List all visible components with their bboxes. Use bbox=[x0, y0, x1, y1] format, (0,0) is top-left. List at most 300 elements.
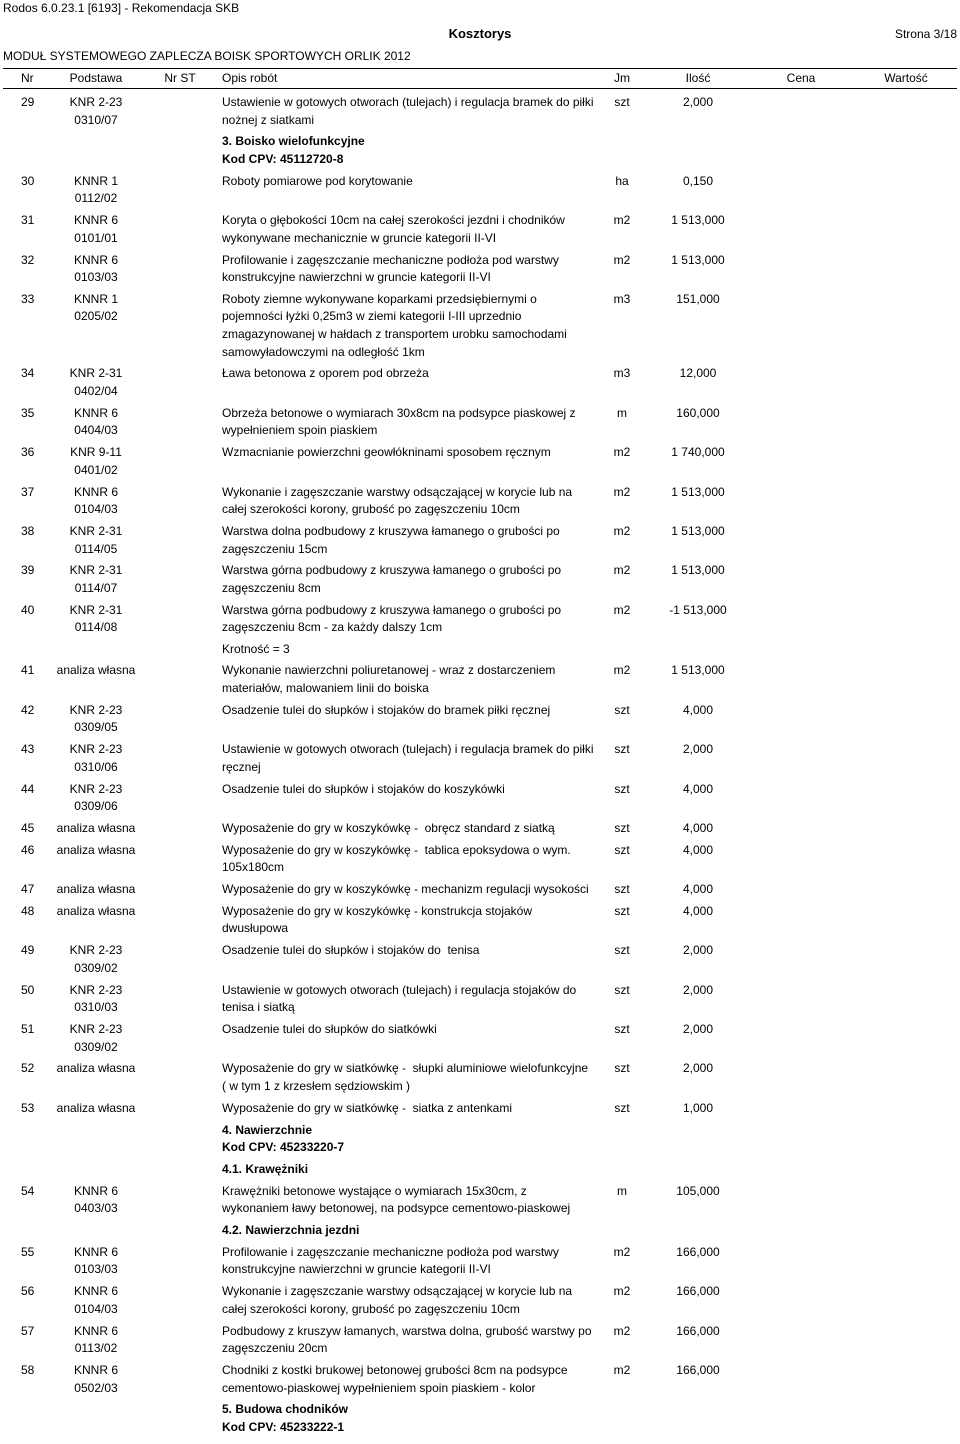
title-row bbox=[0, 25, 960, 43]
row-description-line: Podbudowy z kruszyw łamanych, warstwa dolna, grubość warstwy po bbox=[222, 1323, 592, 1338]
row-description bbox=[222, 982, 607, 1017]
row-description-line: Osadzenie tulei do słupków i stojaków do bramek piłki ręcznej bbox=[222, 702, 551, 717]
row-podstawa-line: 0404/03 bbox=[74, 423, 118, 438]
table-row bbox=[0, 1323, 960, 1362]
row-unit: szt bbox=[614, 1061, 630, 1076]
table-row bbox=[0, 1362, 960, 1401]
row-quantity: 166,000 bbox=[676, 1362, 720, 1377]
row-number: 32 bbox=[21, 252, 35, 267]
table-row bbox=[0, 903, 960, 942]
section-heading-line: 4. Nawierzchnie bbox=[222, 1122, 313, 1137]
row-podstawa-line: 0113/02 bbox=[74, 1341, 118, 1356]
row-podstawa-line: 0114/07 bbox=[74, 580, 118, 595]
row-quantity: 12,000 bbox=[679, 366, 717, 381]
row-description-line: Profilowanie i zagęszczanie mechaniczne podłoża pod warstwy bbox=[222, 252, 559, 267]
row-description-line: Roboty pomiarowe pod korytowanie bbox=[222, 173, 413, 188]
row-description bbox=[222, 1283, 607, 1318]
row-description-line: wykonywane mechanicznie w gruncie kategorii II-VI bbox=[222, 230, 497, 245]
row-description-line: całej szerokości korony, grubość po zagęszczeniu 10cm bbox=[222, 502, 520, 517]
row-number: 34 bbox=[21, 366, 35, 381]
row-unit: szt bbox=[614, 903, 630, 918]
table-row bbox=[0, 982, 960, 1021]
row-podstawa-line: KNNR 6 bbox=[73, 1183, 118, 1198]
row-podstawa-line: KNNR 1 bbox=[73, 291, 118, 306]
row-description-line: pojemności łyżki 0,25m3 w ziemi kategorii I-III uprzednio bbox=[222, 309, 522, 324]
row-podstawa-line: analiza własna bbox=[56, 820, 136, 835]
table-row bbox=[0, 881, 960, 903]
row-description-line: Wyposażenie do gry w koszykówkę - konstrukcja stojaków bbox=[222, 903, 533, 918]
row-number: 54 bbox=[21, 1183, 35, 1198]
row-podstawa-line: KNNR 6 bbox=[73, 405, 118, 420]
table-row bbox=[0, 1283, 960, 1322]
row-podstawa-line: 0310/07 bbox=[74, 112, 118, 127]
row-unit: m2 bbox=[613, 563, 631, 578]
row-number: 52 bbox=[21, 1061, 35, 1076]
row-podstawa-line: KNR 2-31 bbox=[69, 366, 123, 381]
row-podstawa bbox=[54, 252, 138, 287]
row-podstawa-line: analiza własna bbox=[56, 842, 136, 857]
row-description-line: Warstwa górna podbudowy z kruszywa łamanego o grubości po bbox=[222, 602, 562, 617]
section-heading-text bbox=[222, 1222, 607, 1240]
row-quantity: 1 513,000 bbox=[671, 252, 725, 267]
row-description bbox=[222, 523, 607, 558]
row-description-line: Wzmacnianie powierzchni geowłókninami sposobem ręcznym bbox=[222, 445, 551, 460]
row-quantity: 1 513,000 bbox=[671, 213, 725, 228]
row-podstawa bbox=[54, 405, 138, 440]
row-multiplier-note: Krotność = 3 bbox=[222, 641, 290, 656]
table-row bbox=[0, 662, 960, 701]
row-quantity: 105,000 bbox=[676, 1183, 720, 1198]
row-description bbox=[222, 252, 607, 287]
row-podstawa-line: analiza własna bbox=[56, 903, 136, 918]
row-description-line: cementowo-piaskowej wypełnieniem spoin piaskiem - kolor bbox=[222, 1380, 536, 1395]
row-unit: szt bbox=[614, 982, 630, 997]
row-unit: szt bbox=[614, 943, 630, 958]
row-podstawa bbox=[54, 1323, 138, 1358]
row-number: 46 bbox=[21, 842, 35, 857]
row-description-line: Wyposażenie do gry w koszykówkę - obręcz standard z siatką bbox=[222, 820, 555, 835]
row-description-line: Krawężniki betonowe wystające o wymiarach 15x30cm, z bbox=[222, 1183, 527, 1198]
row-description-line: wypełnieniem spoin piaskiem bbox=[222, 423, 378, 438]
row-quantity: 2,000 bbox=[682, 943, 714, 958]
row-podstawa bbox=[54, 702, 138, 737]
row-unit: m2 bbox=[613, 445, 631, 460]
table-row bbox=[0, 94, 960, 133]
row-number: 37 bbox=[21, 484, 35, 499]
row-podstawa-line: 0309/02 bbox=[74, 1039, 118, 1054]
row-number: 39 bbox=[21, 563, 35, 578]
table-row bbox=[0, 212, 960, 251]
section-heading-line: 5. Budowa chodników bbox=[222, 1402, 349, 1417]
row-description-line: Wykonanie i zagęszczanie warstwy odsączającej w korycie lub na bbox=[222, 484, 573, 499]
section-heading-line: 4.2. Nawierzchnia jezdni bbox=[222, 1223, 360, 1238]
row-number: 42 bbox=[21, 702, 35, 717]
row-description bbox=[222, 781, 607, 816]
row-description-line: ręcznej bbox=[222, 759, 261, 774]
row-description bbox=[222, 484, 607, 519]
row-description-line: Warstwa górna podbudowy z kruszywa łamanego o grubości po bbox=[222, 563, 562, 578]
row-unit: szt bbox=[614, 702, 630, 717]
row-description-line: zagęszczeniu 15cm bbox=[222, 541, 328, 556]
row-unit: m2 bbox=[613, 663, 631, 678]
row-description bbox=[222, 444, 607, 479]
row-podstawa bbox=[54, 212, 138, 247]
row-description-line: Roboty ziemne wykonywane koparkami przedsiębiernymi o bbox=[222, 291, 537, 306]
row-quantity: 2,000 bbox=[682, 1061, 714, 1076]
column-header-opis: Opis robót bbox=[222, 71, 278, 85]
row-podstawa bbox=[54, 1244, 138, 1279]
column-header-cena: Cena bbox=[786, 71, 816, 85]
row-description-line: Warstwa dolna podbudowy z kruszywa łamanego o grubości po bbox=[222, 523, 560, 538]
row-quantity: 1 513,000 bbox=[671, 663, 725, 678]
section-heading-line: Kod CPV: 45112720-8 bbox=[222, 151, 344, 166]
row-podstawa bbox=[54, 365, 138, 400]
row-description-line: Ustawienie w gotowych otworach (tulejach) i regulacja bramek do piłki bbox=[222, 742, 594, 757]
row-description-line: zmagazynowanej w hałdach z transportem urobku samochodami bbox=[222, 327, 567, 342]
row-podstawa bbox=[54, 982, 138, 1017]
row-description-line: całej szerokości korony, grubość po zagęszczeniu 10cm bbox=[222, 1301, 520, 1316]
row-description bbox=[222, 1323, 607, 1358]
row-number: 31 bbox=[21, 213, 35, 228]
row-podstawa bbox=[54, 842, 138, 877]
row-description-line: Wyposażenie do gry w siatkówkę - siatka z antenkami bbox=[222, 1100, 513, 1115]
row-podstawa-line: analiza własna bbox=[56, 663, 136, 678]
row-description-line: zagęszczeniu 20cm bbox=[222, 1341, 328, 1356]
row-podstawa bbox=[54, 662, 138, 697]
row-description-line: materiałów, malowaniem linii do boiska bbox=[222, 681, 429, 696]
row-number: 43 bbox=[21, 742, 35, 757]
row-description-line: ( w tym 1 z krzesłem sędziowskim ) bbox=[222, 1078, 411, 1093]
column-header-wartosc: Wartość bbox=[884, 71, 928, 85]
row-unit: m2 bbox=[613, 1244, 631, 1259]
table-row bbox=[0, 781, 960, 820]
row-podstawa-line: KNR 2-23 bbox=[69, 982, 123, 997]
row-podstawa-line: 0310/03 bbox=[74, 1000, 118, 1015]
row-unit: m2 bbox=[613, 523, 631, 538]
row-podstawa-line: 0114/08 bbox=[74, 620, 118, 635]
row-podstawa-line: analiza własna bbox=[56, 1061, 136, 1076]
row-description bbox=[222, 881, 607, 899]
row-unit: szt bbox=[614, 882, 630, 897]
table-row bbox=[0, 365, 960, 404]
table-row bbox=[0, 942, 960, 981]
row-podstawa-line: KNNR 6 bbox=[73, 484, 118, 499]
section-heading bbox=[0, 1401, 960, 1436]
row-unit: m2 bbox=[613, 252, 631, 267]
row-description bbox=[222, 602, 607, 659]
row-unit: szt bbox=[614, 820, 630, 835]
row-podstawa-line: 0112/02 bbox=[74, 191, 118, 206]
row-description bbox=[222, 741, 607, 776]
row-podstawa-line: 0403/03 bbox=[74, 1201, 118, 1216]
table-row bbox=[0, 173, 960, 212]
row-podstawa-line: 0104/03 bbox=[74, 502, 118, 517]
section-heading-line: 3. Boisko wielofunkcyjne bbox=[222, 134, 365, 149]
row-description bbox=[222, 1244, 607, 1279]
row-unit: m2 bbox=[613, 602, 631, 617]
row-podstawa-line: KNNR 6 bbox=[73, 213, 118, 228]
app-title: Rodos 6.0.23.1 [6193] - Rekomendacja SKB bbox=[3, 1, 240, 15]
row-podstawa-line: 0205/02 bbox=[74, 309, 118, 324]
row-description-line: Koryta o głębokości 10cm na całej szerokości jezdni i chodników bbox=[222, 213, 565, 228]
column-header-nr-st: Nr ST bbox=[164, 71, 196, 85]
table-row bbox=[0, 405, 960, 444]
row-quantity: 166,000 bbox=[676, 1244, 720, 1259]
row-description-line: Osadzenie tulei do słupków i stojaków do koszykówki bbox=[222, 781, 505, 796]
section-heading-text bbox=[222, 1161, 607, 1179]
row-unit: m2 bbox=[613, 213, 631, 228]
table-row bbox=[0, 842, 960, 881]
row-description-line: Ustawienie w gotowych otworach (tulejach) i regulacja stojaków do bbox=[222, 982, 577, 997]
row-unit: szt bbox=[614, 842, 630, 857]
row-unit: m2 bbox=[613, 1323, 631, 1338]
row-number: 29 bbox=[21, 95, 35, 109]
table-row bbox=[0, 444, 960, 483]
row-description-line: samowyładowczymi na odległość 1km bbox=[222, 344, 425, 359]
table-row bbox=[0, 484, 960, 523]
row-number: 41 bbox=[21, 663, 35, 678]
row-podstawa-line: KNR 2-23 bbox=[69, 742, 123, 757]
row-unit: szt bbox=[614, 742, 630, 757]
row-description bbox=[222, 1183, 607, 1218]
cost-estimate-table bbox=[0, 94, 960, 1437]
row-podstawa-line: 0103/03 bbox=[74, 1262, 118, 1277]
row-podstawa bbox=[54, 1362, 138, 1397]
section-heading bbox=[0, 133, 960, 172]
row-unit: m2 bbox=[613, 484, 631, 499]
table-row bbox=[0, 1100, 960, 1122]
table-row bbox=[0, 702, 960, 741]
row-podstawa-line: KNR 2-31 bbox=[69, 563, 123, 578]
row-quantity: 4,000 bbox=[682, 820, 714, 835]
row-podstawa bbox=[54, 484, 138, 519]
row-podstawa-line: KNR 2-31 bbox=[69, 602, 123, 617]
row-number: 40 bbox=[21, 602, 35, 617]
row-podstawa bbox=[54, 1283, 138, 1318]
row-podstawa bbox=[54, 1100, 138, 1118]
row-quantity: 2,000 bbox=[682, 982, 714, 997]
row-description bbox=[222, 1021, 607, 1056]
row-unit: m3 bbox=[613, 291, 631, 306]
row-podstawa-line: 0104/03 bbox=[74, 1301, 118, 1316]
row-number: 36 bbox=[21, 445, 35, 460]
row-podstawa bbox=[54, 562, 138, 597]
row-quantity: 2,000 bbox=[682, 742, 714, 757]
row-podstawa-line: KNR 2-23 bbox=[69, 781, 123, 796]
row-podstawa-line: 0101/01 bbox=[74, 230, 118, 245]
row-podstawa-line: analiza własna bbox=[56, 1100, 136, 1115]
row-quantity: 4,000 bbox=[682, 781, 714, 796]
row-quantity: 151,000 bbox=[676, 291, 720, 306]
section-heading-text bbox=[222, 1122, 607, 1157]
row-description-line: tenisa i siatką bbox=[222, 1000, 295, 1015]
row-number: 49 bbox=[21, 943, 35, 958]
row-number: 33 bbox=[21, 291, 35, 306]
row-podstawa-line: 0309/06 bbox=[74, 799, 118, 814]
row-number: 58 bbox=[21, 1362, 35, 1377]
section-heading-line: Kod CPV: 45233222-1 bbox=[222, 1419, 345, 1434]
row-quantity: 1 513,000 bbox=[671, 523, 725, 538]
row-number: 55 bbox=[21, 1244, 35, 1259]
row-description-line: Chodniki z kostki brukowej betonowej grubości 8cm na podsypce bbox=[222, 1362, 568, 1377]
row-description bbox=[222, 212, 607, 247]
section-heading bbox=[0, 1222, 960, 1244]
row-description-line: Wykonanie i zagęszczanie warstwy odsączającej w korycie lub na bbox=[222, 1284, 573, 1299]
row-podstawa bbox=[54, 741, 138, 776]
section-heading bbox=[0, 1122, 960, 1161]
row-description-line: Osadzenie tulei do słupków i stojaków do tenisa bbox=[222, 943, 480, 958]
row-description-line: nożnej z siatkami bbox=[222, 112, 315, 127]
row-unit: szt bbox=[614, 95, 630, 109]
row-description bbox=[222, 173, 607, 208]
table-row bbox=[0, 562, 960, 601]
row-description-line: Ustawienie w gotowych otworach (tulejach) i regulacja bramek do piłki bbox=[222, 95, 594, 109]
row-description bbox=[222, 291, 607, 361]
row-podstawa bbox=[54, 291, 138, 361]
row-description bbox=[222, 1060, 607, 1095]
row-description-line: Wyposażenie do gry w koszykówkę - mechanizm regulacji wysokości bbox=[222, 882, 589, 897]
row-unit: m3 bbox=[613, 366, 631, 381]
row-podstawa-line: 0402/04 bbox=[74, 384, 118, 399]
row-unit: m bbox=[617, 405, 627, 420]
row-description bbox=[222, 903, 607, 938]
row-number: 44 bbox=[21, 781, 35, 796]
section-heading-text bbox=[222, 1401, 607, 1436]
row-quantity: 1 740,000 bbox=[671, 445, 725, 460]
row-description-line: konstrukcyjne nawierzchni w gruncie kategorii II-VI bbox=[222, 270, 491, 285]
row-description bbox=[222, 942, 607, 977]
row-quantity: -1 513,000 bbox=[669, 602, 727, 617]
row-podstawa-line: KNR 9-11 bbox=[70, 445, 122, 460]
row-number: 57 bbox=[21, 1323, 35, 1338]
row-quantity: 1 513,000 bbox=[671, 563, 725, 578]
section-heading bbox=[0, 1161, 960, 1183]
table-row bbox=[0, 602, 960, 663]
table-row bbox=[0, 1244, 960, 1283]
row-unit: m2 bbox=[613, 1284, 631, 1299]
row-podstawa bbox=[54, 523, 138, 558]
row-podstawa bbox=[54, 444, 138, 479]
column-header-jm: Jm bbox=[614, 71, 630, 85]
page-number: Strona 3/18 bbox=[894, 27, 957, 41]
row-description-line: Ława betonowa z oporem pod obrzeża bbox=[222, 366, 429, 381]
column-header-nr: Nr bbox=[21, 71, 34, 85]
row-description-line: 105x180cm bbox=[222, 860, 285, 875]
row-description-line: Obrzeża betonowe o wymiarach 30x8cm na podsypce piaskowej z bbox=[222, 405, 576, 420]
row-description-line: dwusłupowa bbox=[222, 921, 289, 936]
row-podstawa-line: 0401/02 bbox=[74, 462, 118, 477]
row-quantity: 160,000 bbox=[676, 405, 720, 420]
row-podstawa-line: 0114/05 bbox=[74, 541, 118, 556]
row-podstawa-line: analiza własna bbox=[56, 882, 136, 897]
row-podstawa bbox=[54, 881, 138, 899]
row-description-line: Wykonanie nawierzchni poliuretanowej - wraz z dostarczeniem bbox=[222, 663, 556, 678]
row-number: 50 bbox=[21, 982, 35, 997]
row-description-line: zagęszczeniu 8cm - za każdy dalszy 1cm bbox=[222, 620, 443, 635]
row-description bbox=[222, 820, 607, 838]
row-podstawa-line: 0309/05 bbox=[74, 720, 118, 735]
row-podstawa-line: KNNR 6 bbox=[73, 1284, 118, 1299]
row-quantity: 1,000 bbox=[682, 1100, 714, 1115]
row-number: 45 bbox=[21, 820, 35, 835]
row-podstawa-line: KNR 2-31 bbox=[69, 523, 123, 538]
row-podstawa bbox=[54, 94, 138, 129]
table-row bbox=[0, 741, 960, 780]
row-podstawa bbox=[54, 1021, 138, 1056]
row-podstawa-line: 0502/03 bbox=[74, 1380, 118, 1395]
table-row bbox=[0, 291, 960, 366]
row-podstawa-line: KNR 2-23 bbox=[69, 1022, 123, 1037]
row-unit: szt bbox=[614, 781, 630, 796]
row-number: 53 bbox=[21, 1100, 35, 1115]
row-podstawa-line: KNR 2-23 bbox=[69, 702, 123, 717]
row-podstawa bbox=[54, 173, 138, 208]
row-podstawa-line: KNNR 1 bbox=[73, 173, 118, 188]
row-quantity: 1 513,000 bbox=[671, 484, 725, 499]
row-quantity: 2,000 bbox=[682, 95, 714, 109]
row-podstawa-line: 0310/06 bbox=[74, 759, 118, 774]
row-podstawa bbox=[54, 942, 138, 977]
row-number: 35 bbox=[21, 405, 35, 420]
row-description bbox=[222, 1362, 607, 1397]
section-heading-line: 4.1. Krawężniki bbox=[222, 1161, 309, 1176]
table-row bbox=[0, 1021, 960, 1060]
row-unit: ha bbox=[615, 173, 629, 188]
document-title: Kosztorys bbox=[448, 26, 512, 41]
table-row bbox=[0, 1183, 960, 1222]
row-podstawa bbox=[54, 1183, 138, 1218]
row-number: 48 bbox=[21, 903, 35, 918]
row-description-line: konstrukcyjne nawierzchni w gruncie kategorii II-VI bbox=[222, 1262, 491, 1277]
row-podstawa-line: KNNR 6 bbox=[73, 1323, 118, 1338]
column-header-podstawa: Podstawa bbox=[69, 71, 123, 85]
table-row bbox=[0, 1060, 960, 1099]
row-podstawa bbox=[54, 602, 138, 659]
row-description bbox=[222, 702, 607, 737]
row-podstawa bbox=[54, 1060, 138, 1095]
row-unit: szt bbox=[614, 1022, 630, 1037]
row-description bbox=[222, 842, 607, 877]
row-quantity: 166,000 bbox=[676, 1284, 720, 1299]
column-header-ilosc: Ilość bbox=[685, 71, 711, 85]
section-heading-text bbox=[222, 133, 607, 168]
row-podstawa-line: KNR 2-23 bbox=[69, 95, 123, 109]
row-description-line: wykonaniem ławy betonowej, na podsypce cementowo-piaskowej bbox=[222, 1201, 571, 1216]
row-description bbox=[222, 94, 607, 129]
row-podstawa-line: 0309/02 bbox=[74, 960, 118, 975]
table-row bbox=[0, 820, 960, 842]
row-description-line: Osadzenie tulei do słupków do siatkówki bbox=[222, 1022, 437, 1037]
row-quantity: 2,000 bbox=[682, 1022, 714, 1037]
row-podstawa bbox=[54, 820, 138, 838]
row-podstawa-line: 0103/03 bbox=[74, 270, 118, 285]
row-description-line: Wyposażenie do gry w koszykówkę - tablica epoksydowa o wym. bbox=[222, 842, 571, 857]
row-description-line: zagęszczeniu 8cm bbox=[222, 580, 321, 595]
row-podstawa-line: KNNR 6 bbox=[73, 1244, 118, 1259]
row-description bbox=[222, 562, 607, 597]
row-description-line: Wyposażenie do gry w siatkówkę - słupki aluminiowe wielofunkcyjne bbox=[222, 1061, 589, 1076]
row-podstawa-line: KNNR 6 bbox=[73, 1362, 118, 1377]
row-unit: szt bbox=[614, 1100, 630, 1115]
section-heading-line: Kod CPV: 45233220-7 bbox=[222, 1140, 345, 1155]
row-quantity: 166,000 bbox=[676, 1323, 720, 1338]
table-row bbox=[0, 523, 960, 562]
row-quantity: 4,000 bbox=[682, 903, 714, 918]
row-unit: m bbox=[617, 1183, 627, 1198]
row-podstawa bbox=[54, 903, 138, 938]
row-description bbox=[222, 405, 607, 440]
table-row bbox=[0, 252, 960, 291]
